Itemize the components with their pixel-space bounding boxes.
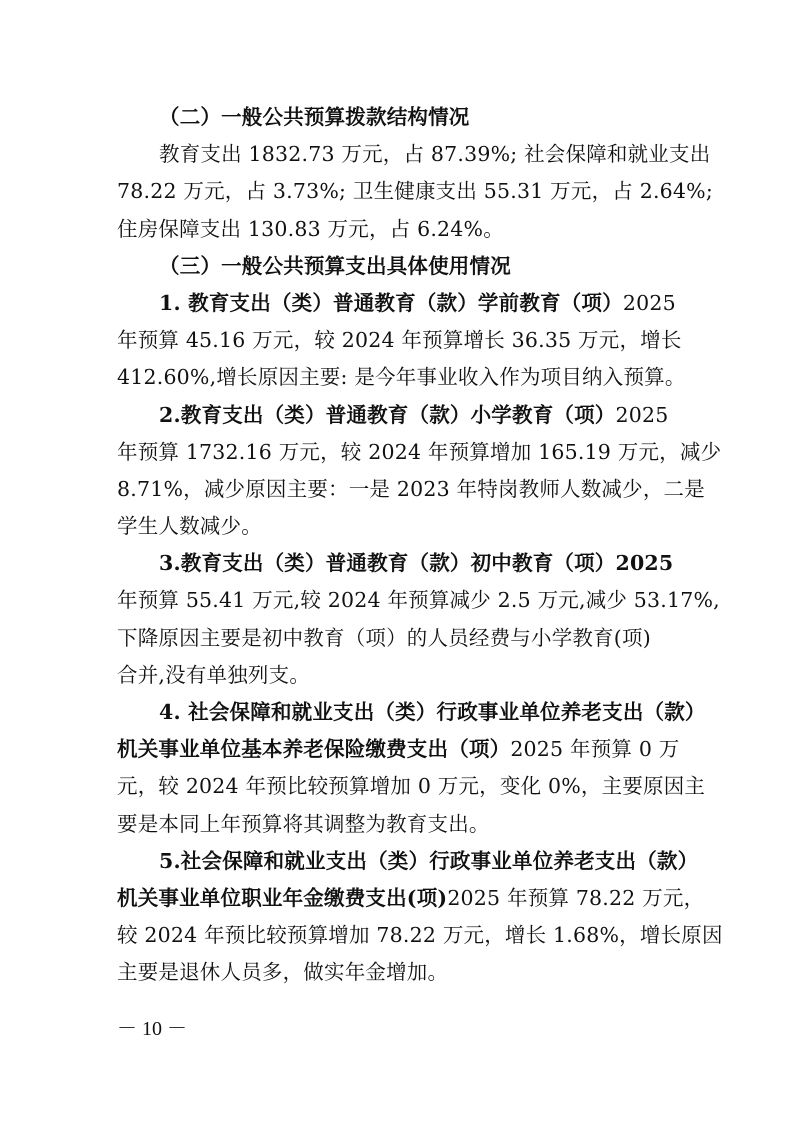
paragraph-line: 合并,没有单独列支。 [117, 662, 311, 687]
paragraph-line: 住房保障支出 130.83 万元，占 6.24%。 [117, 216, 504, 241]
heading-text: （二）一般公共预算拨款结构情况 [159, 105, 470, 129]
paragraph-line: 78.22 万元，占 3.73%; 卫生健康支出 55.31 万元，占 2.64%; [117, 179, 713, 204]
paragraph-line: 主要是退休人员多，做实年金增加。 [117, 960, 449, 985]
paragraph-line: 412.60%,增长原因主要: 是今年事业收入作为项目纳入预算。 [117, 365, 686, 390]
item-2-line: 2.教育支出（类）普通教育（款）小学教育（项）2025 [159, 402, 669, 427]
paragraph-line: 下降原因主要是初中教育（项）的人员经费与小学教育(项) [117, 625, 651, 650]
paragraph-line: 要是本同上年预算将其调整为教育支出。 [117, 811, 490, 836]
item-1-line: 1. 教育支出（类）普通教育（款）学前教育（项）2025 [159, 290, 676, 315]
paragraph-line: 机关事业单位基本养老保险缴费支出（项）2025 年预算 0 万 [117, 737, 680, 762]
item-3-line: 3.教育支出（类）普通教育（款）初中教育（项）2025 [159, 551, 674, 576]
paragraph-line: 元，较 2024 年预比较预算增加 0 万元，变化 0%，主要原因主 [117, 774, 706, 799]
section-heading-2 [117, 99, 695, 136]
item-4-line: 4. 社会保障和就业支出（类）行政事业单位养老支出（款） [159, 700, 706, 724]
paragraph-line: 年预算 45.16 万元，较 2024 年预算增长 36.35 万元，增长 [117, 328, 682, 353]
paragraph-line: 学生人数减少。 [117, 514, 262, 539]
paragraph-line: 年预算 1732.16 万元，较 2024 年预算增加 165.19 万元，减少 [117, 439, 722, 464]
paragraph-line: 教育支出 1832.73 万元，占 87.39%; 社会保障和就业支出 [159, 142, 711, 167]
paragraph-line: 年预算 55.41 万元,较 2024 年预算减少 2.5 万元,减少 53.17%, [117, 588, 720, 613]
document-page [117, 99, 723, 992]
section-heading-3 [117, 248, 695, 285]
paragraph-line: 8.71%，减少原因主要：一是 2023 年特岗教师人数减少，二是 [117, 476, 705, 501]
page-number: － 10 － [117, 1018, 187, 1040]
item-5-line: 5.社会保障和就业支出（类）行政事业单位养老支出（款） [159, 848, 699, 873]
heading-text: （三）一般公共预算支出具体使用情况 [159, 253, 511, 278]
paragraph-line: 较 2024 年预比较预算增加 78.22 万元，增长 1.68%，增长原因 [117, 923, 723, 948]
paragraph-line: 机关事业单位职业年金缴费支出(项)2025 年预算 78.22 万元， [117, 885, 705, 910]
